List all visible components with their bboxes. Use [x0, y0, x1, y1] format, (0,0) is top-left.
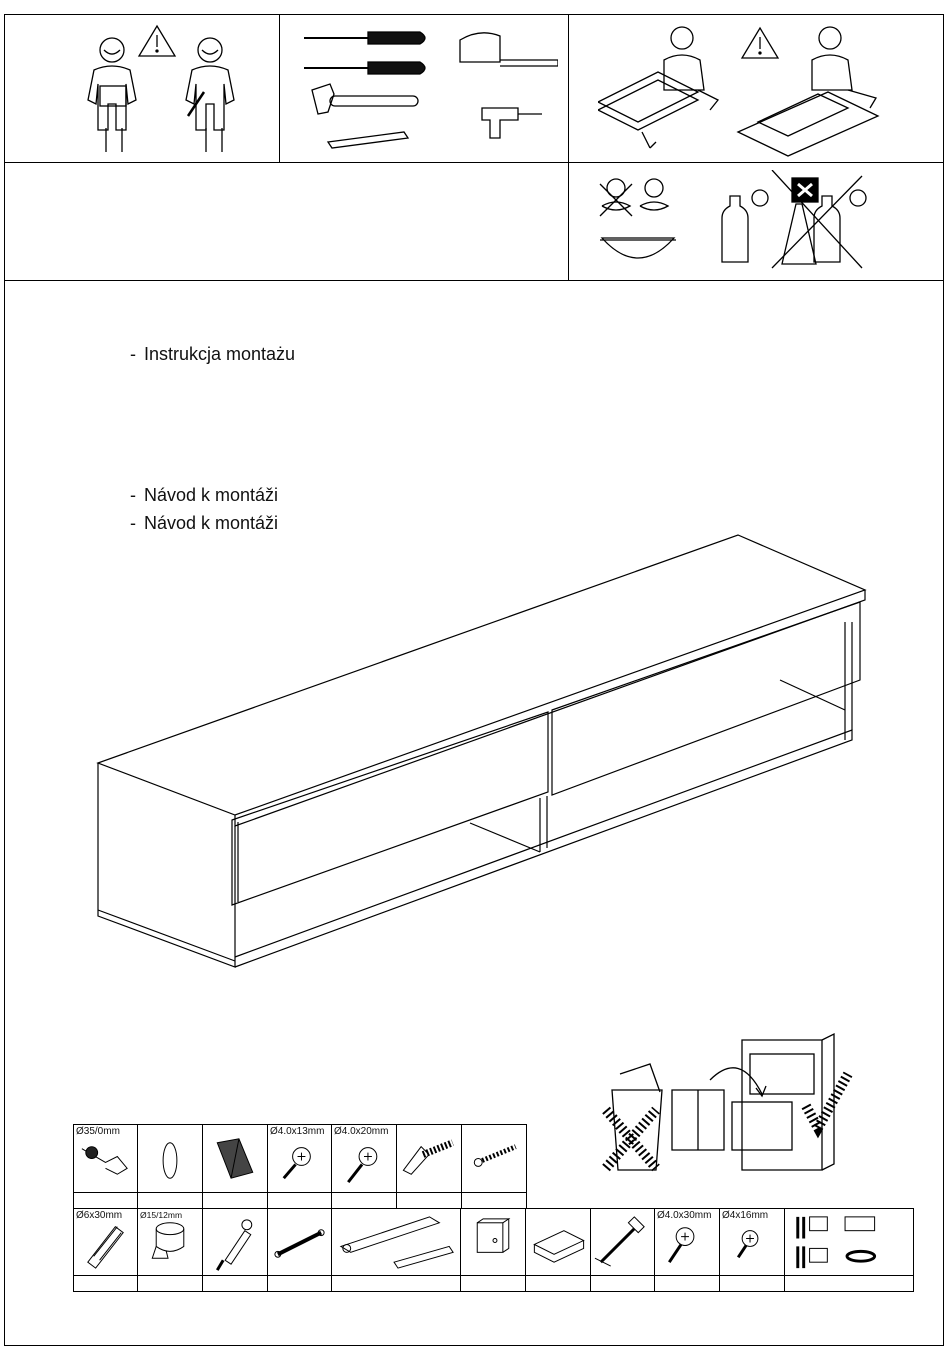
part-cell [785, 1209, 914, 1276]
title-dash: - [130, 485, 136, 505]
qty-cell [461, 1276, 526, 1292]
plastic-bracket-icon [526, 1209, 590, 1275]
title-czech [130, 485, 278, 506]
parts-table-2 [73, 1208, 914, 1292]
qty-cell [526, 1276, 591, 1292]
qty-cell [74, 1276, 138, 1292]
part-cell [268, 1125, 332, 1193]
two-person-assembly-icon [60, 20, 270, 160]
part-label: Ø4.0x30mm [657, 1210, 712, 1221]
qty-cell [203, 1193, 268, 1209]
part-cell [203, 1125, 268, 1193]
title-polish [130, 344, 295, 365]
part-cell [138, 1209, 203, 1276]
qty-cell [203, 1276, 268, 1292]
part-label: Ø4.0x20mm [334, 1126, 389, 1137]
parts-table-1 [73, 1124, 527, 1209]
part-cell [397, 1125, 462, 1193]
part-cell [74, 1209, 138, 1276]
header-col-1 [279, 14, 280, 162]
assemble-on-floor-icon [598, 20, 888, 160]
part-label: Ø6x30mm [76, 1210, 123, 1221]
part-cell [720, 1209, 785, 1276]
part-label: Ø15/12mm [140, 1210, 183, 1220]
fixing-kit-icon [785, 1209, 913, 1275]
qty-cell [74, 1193, 138, 1209]
qty-cell [332, 1193, 397, 1209]
drawer-runner-icon [332, 1209, 460, 1275]
part-cell [332, 1125, 397, 1193]
header-divider-2 [4, 280, 944, 281]
cam-bolt-icon [203, 1209, 267, 1275]
part-cell [332, 1209, 461, 1276]
part-cell [526, 1209, 591, 1276]
qty-cell [138, 1193, 203, 1209]
qty-cell [655, 1276, 720, 1292]
cam-lock-icon [138, 1209, 202, 1275]
qty-cell [591, 1276, 655, 1292]
part-label: Ø4.0x13mm [270, 1126, 325, 1137]
qty-cell [462, 1193, 527, 1209]
parts-row [74, 1209, 914, 1276]
qty-cell [138, 1276, 203, 1292]
title-dash: - [130, 513, 136, 533]
hinge-icon [74, 1125, 137, 1192]
screw-icon [268, 1125, 331, 1192]
qty-cell [397, 1193, 462, 1209]
parts-row [74, 1125, 527, 1193]
qty-cell [720, 1276, 785, 1292]
part-label: Ø4x16mm [722, 1210, 769, 1221]
screw-icon [720, 1209, 784, 1275]
screw-icon [332, 1125, 396, 1192]
part-cell [74, 1125, 138, 1193]
keep-manual-icon [600, 1030, 860, 1180]
tools-icon [298, 20, 558, 155]
title-text: Návod k montáži [144, 513, 279, 533]
part-cell [138, 1125, 203, 1193]
part-cell [203, 1209, 268, 1276]
mounting-block-icon [461, 1209, 525, 1275]
qty-cell [268, 1193, 332, 1209]
part-cell [268, 1209, 332, 1276]
tv-stand-illustration [90, 530, 880, 980]
safety-strap-icon [591, 1209, 654, 1275]
qty-cell [785, 1276, 914, 1292]
title-dash: - [130, 344, 136, 364]
pin-icon [268, 1209, 331, 1275]
qty-cell [268, 1276, 332, 1292]
part-cell [655, 1209, 720, 1276]
part-cell [461, 1209, 526, 1276]
screw-icon [655, 1209, 719, 1275]
part-label: Ø35/0mm [76, 1126, 120, 1137]
wall-anchor-icon [397, 1125, 461, 1192]
wood-dowel-icon [74, 1209, 137, 1275]
title-text: Návod k montáži [144, 485, 279, 505]
header-col-2 [568, 14, 569, 280]
qty-cell [332, 1276, 461, 1292]
qty-row [74, 1193, 527, 1209]
header-divider-1 [4, 162, 944, 163]
title-text: Instrukcja montażu [144, 344, 296, 364]
long-screw-icon [462, 1125, 526, 1192]
corner-bracket-icon [203, 1125, 267, 1192]
part-cell [462, 1125, 527, 1193]
part-cell [591, 1209, 655, 1276]
care-instructions-icon [596, 170, 896, 274]
oring-icon [138, 1125, 202, 1192]
qty-row [74, 1276, 914, 1292]
